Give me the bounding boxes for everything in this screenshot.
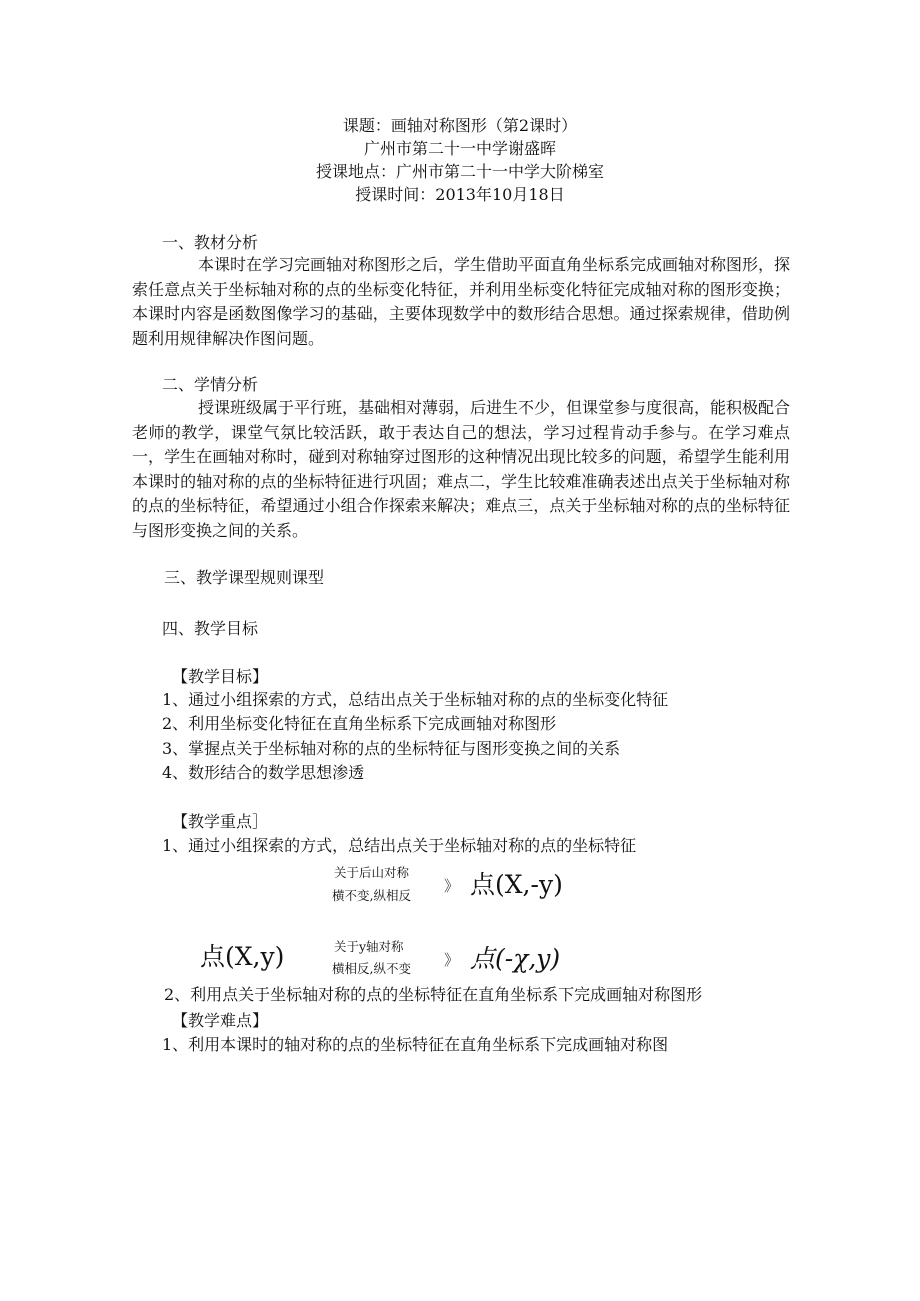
goal-item: 4、数形结合的数学思想渗透 — [162, 763, 365, 782]
key-point-item: 2、利用点关于坐标轴对称的点的坐标特征在直角坐标系下完成画轴对称图形 — [164, 985, 703, 1004]
lesson-title: 课题：画轴对称图形（第2课时） — [342, 116, 578, 135]
teacher-line: 广州市第二十一中学谢盛晖 — [363, 139, 556, 158]
y-axis-rule: 横相反,纵不变 — [332, 961, 411, 976]
goal-item: 2、利用坐标变化特征在直角坐标系下完成画轴对称图形 — [162, 714, 557, 733]
arrow-icon: 》 — [444, 877, 460, 895]
key-point-item: 1、通过小组探索的方式，总结出点关于坐标轴对称的点的坐标特征 — [162, 836, 637, 855]
section-body-textbook: 本课时在学习完画轴对称图形之后，学生借助平面直角坐标系完成画轴对称图形，探索任意点关于坐标轴对称的点的坐标变化特征，并利用坐标变化特征完成轴对称的图形变换；本课时内容是函数图像学习的基础，主要体现数学中的数形结合思想。通过探索规律，借助例题利用规律解决作图问题。 — [132, 255, 791, 348]
goals-label: 【教学目标】 — [172, 667, 269, 686]
goal-item: 1、通过小组探索的方式，总结出点关于坐标轴对称的点的坐标变化特征 — [162, 690, 669, 709]
section-heading-textbook: 一、教材分析 — [162, 233, 259, 252]
section-body-students: 授课班级属于平行班，基础相对薄弱，后进生不少，但课堂参与度很高，能积极配合老师的教学，课堂气氛比较活跃，敢于表达自己的想法，学习过程肯动手参与。在学习难点一，学生在画轴对称时，碰到对称轴穿过图形的这种情况出现比较多的问题，希望学生能利用本课时的轴对称的点的坐标特征进行巩固；难点二，学生比较难准确表述出点关于坐标轴对称的点的坐标特征，希望通过小组合作探索来解决；难点三，点关于坐标轴对称的点的坐标特征与图形变换之间的关系。 — [132, 398, 791, 540]
arrow-icon: 》 — [444, 951, 460, 969]
location-line: 授课地点：广州市第二十一中学大阶梯室 — [315, 162, 604, 181]
section-heading-students: 二、学情分析 — [162, 375, 259, 394]
section-heading-goals: 四、教学目标 — [162, 619, 259, 638]
x-reflection-result: 点(X,-y) — [470, 870, 563, 899]
x-axis-rule: 横不变,纵相反 — [332, 888, 411, 903]
difficulty-item: 1、利用本课时的轴对称的点的坐标特征在直角坐标系下完成画轴对称图 — [162, 1035, 669, 1054]
origin-point: 点(X,y) — [200, 942, 285, 971]
key-points-label: 【教学重点］ — [172, 812, 269, 831]
time-line: 授课时间：2013年10月18日 — [355, 185, 565, 204]
y-reflection-result: 点(-χ,y) — [470, 944, 561, 973]
difficulty-label: 【教学难点】 — [172, 1011, 269, 1030]
section-heading-lesson-type: 三、教学课型规则课型 — [164, 568, 325, 587]
y-axis-condition: 关于y轴对称 — [334, 939, 404, 954]
goal-item: 3、掌握点关于坐标轴对称的点的坐标特征与图形变换之间的关系 — [162, 739, 621, 758]
x-axis-condition: 关于后山对称 — [334, 865, 410, 880]
